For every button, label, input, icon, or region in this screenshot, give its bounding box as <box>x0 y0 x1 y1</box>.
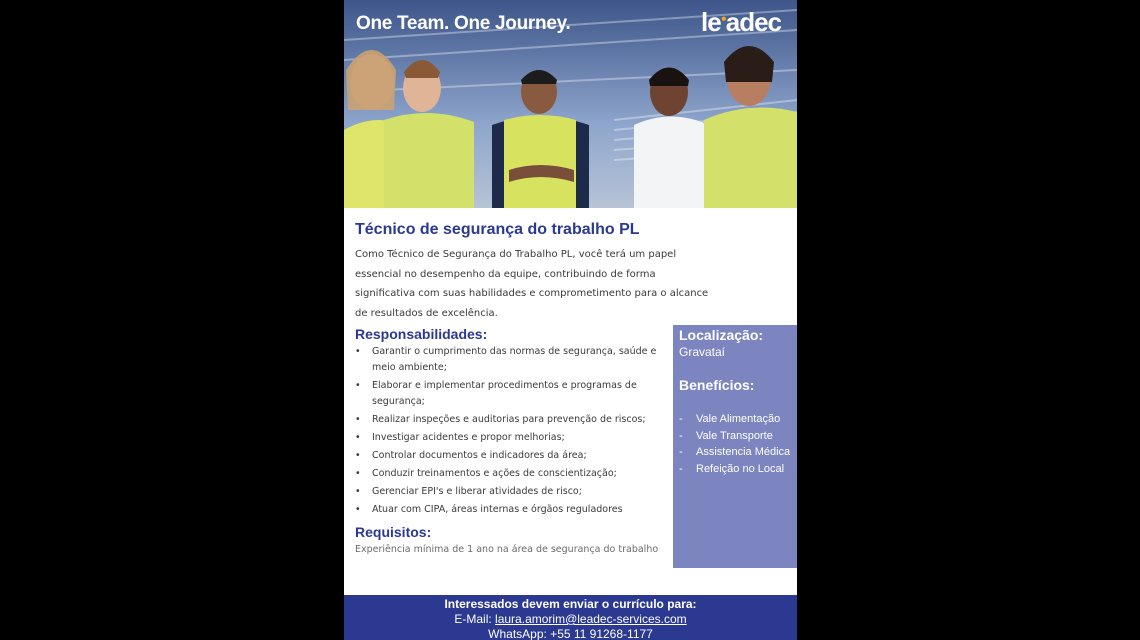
logo-accent-dot: ● <box>720 13 726 25</box>
list-item: • Atuar com CIPA, áreas internas e órgãos reguladores <box>355 502 675 518</box>
job-intro: Como Técnico de Segurança do Trabalho PL, você terá um papel essencial no desempenho da equipe, contribuindo de forma significativa com suas habilidades e comprometimento para o alcance de resultados de excelência. <box>355 249 709 319</box>
list-item: • Garantir o cumprimento das normas de segurança, saúde e meio ambiente; <box>355 344 675 376</box>
logo-text: le●adec <box>701 7 781 37</box>
responsibilities-list <box>355 344 675 520</box>
list-item <box>679 428 790 445</box>
whatsapp-line: WhatsApp: +55 11 91268-1177 <box>488 627 653 640</box>
list-item: • Controlar documentos e indicadores da área; <box>355 448 675 464</box>
leadec-logo <box>701 7 781 38</box>
dash-bullet: - <box>679 446 683 459</box>
contact-footer <box>344 595 797 640</box>
dash-bullet: - <box>679 413 683 425</box>
email-label: E-Mail: <box>454 612 492 626</box>
benefit-label: Vale Transporte <box>696 429 773 442</box>
list-item: • Elaborar e implementar procedimentos e programas de segurança; <box>355 378 675 410</box>
list-item <box>679 461 790 478</box>
benefits-heading: Benefícios: <box>679 377 755 393</box>
email-line <box>344 612 797 626</box>
location-value: Gravataí <box>679 345 726 359</box>
benefit-label: Vale Alimentação <box>696 413 781 425</box>
job-poster <box>344 0 797 640</box>
dash-bullet: - <box>679 463 683 476</box>
list-item: • Investigar acidentes e propor melhorias; <box>355 430 675 446</box>
requirements-text: Experiência mínima de 1 ano na área de segurança do trabalho <box>355 544 659 555</box>
hero-photo <box>344 0 797 208</box>
list-item: • Conduzir treinamentos e ações de conscientização; <box>355 466 675 482</box>
email-link[interactable]: laura.amorim@leadec-services.com <box>495 612 687 626</box>
location-heading: Localização: <box>679 327 764 343</box>
list-item <box>679 411 790 428</box>
job-title: Técnico de segurança do trabalho PL <box>355 221 640 238</box>
info-sidebar <box>673 325 797 568</box>
apply-instruction: Interessados devem enviar o currículo para: <box>444 597 697 611</box>
responsibilities-heading: Responsabilidades: <box>355 326 488 342</box>
requirements-heading: Requisitos: <box>355 524 432 540</box>
list-item: • Realizar inspeções e auditorias para prevenção de riscos; <box>355 412 675 428</box>
list-item: • Gerenciar EPI's e liberar atividades de risco; <box>355 484 675 500</box>
benefit-label: Refeição no Local <box>696 463 785 476</box>
benefit-label: Assistencia Médica <box>696 446 791 459</box>
dash-bullet: - <box>679 429 683 442</box>
list-item <box>679 444 790 461</box>
slogan: One Team. One Journey. <box>356 13 571 34</box>
benefits-list <box>679 411 790 478</box>
